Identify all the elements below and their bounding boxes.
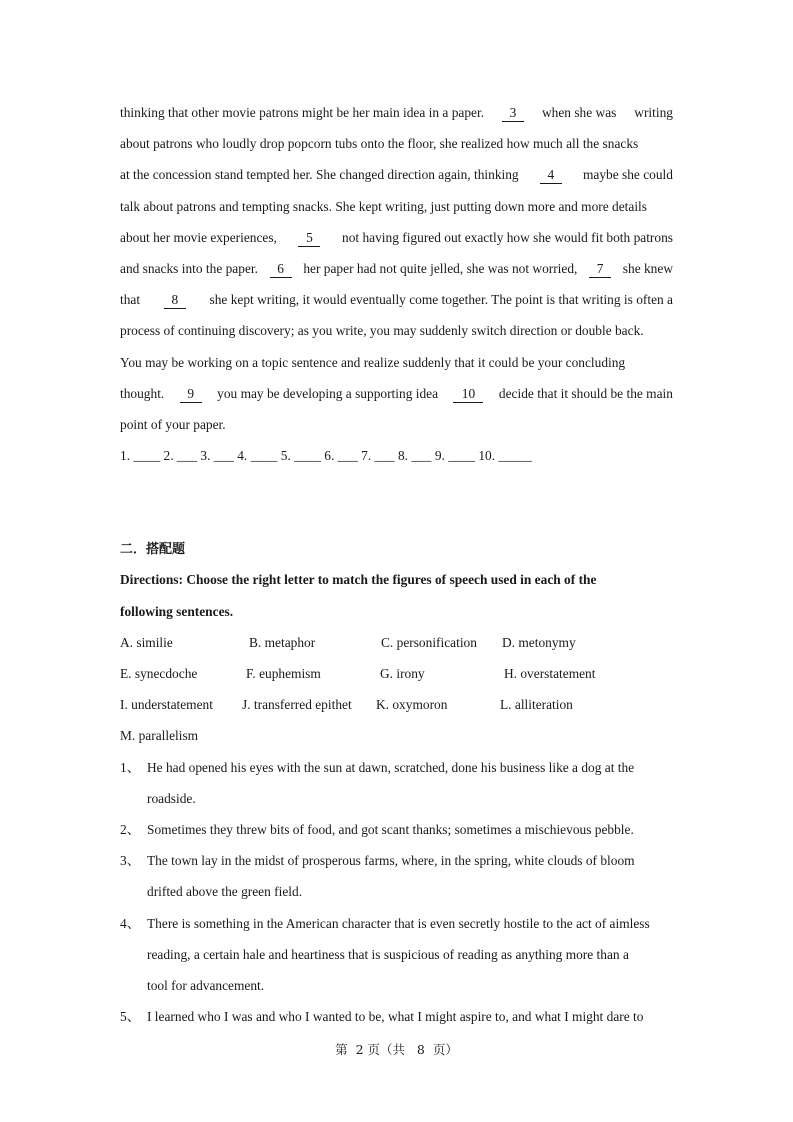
option-h: H. overstatement [504, 666, 596, 681]
option-j: J. transferred epithet [242, 697, 352, 713]
passage-text: she kept writing, it would eventually come together. The point is that writing is often a [209, 292, 673, 308]
answer-7[interactable]: 7. ___ [361, 448, 395, 464]
blank-8: 8 [164, 292, 186, 309]
item-3-line-1 [120, 848, 673, 879]
item-number: 1、 [120, 759, 141, 775]
item-text: Sometimes they threw bits of food, and got scant thanks; sometimes a mischievous pebble. [147, 821, 634, 837]
passage-text: point of your paper. [120, 416, 226, 432]
passage-text: that [120, 292, 141, 308]
section-title: 二．搭配题 [120, 542, 186, 558]
passage-line-1 [120, 100, 673, 131]
passage-line-6 [120, 256, 673, 287]
passage-text: her paper had not quite jelled, she was not worried, [303, 260, 578, 276]
page-footer: 第 2 页（共 8 页） [335, 1042, 458, 1057]
passage-line-7 [120, 287, 673, 318]
item-4-line-1 [120, 911, 673, 942]
passage-text: talk about patrons and tempting snacks. She kept writing, just putting down more and more details [120, 198, 647, 214]
item-text: The town lay in the midst of prosperous farms, where, in the spring, white clouds of bloom [147, 853, 635, 869]
blank-4: 4 [540, 167, 562, 184]
answer-6[interactable]: 6. ___ [324, 448, 358, 464]
answer-blanks [120, 443, 673, 474]
page-content [120, 100, 673, 1035]
answer-8[interactable]: 8. ___ [397, 448, 432, 464]
item-1-line-2: roadside. [147, 790, 196, 806]
blank-5: 5 [298, 230, 320, 247]
passage-text: maybe she could [582, 167, 673, 183]
answer-9[interactable]: 9. ____ [434, 448, 475, 464]
directions-line-2: following sentences. [120, 603, 234, 619]
answer-2[interactable]: 2. ___ [163, 448, 198, 464]
passage-line-4 [120, 194, 673, 225]
passage-text: You may be working on a topic sentence and realize suddenly that it could be your concluding [120, 354, 626, 370]
item-number: 4、 [120, 915, 141, 931]
passage-line-5 [120, 225, 673, 256]
option-d: D. metonymy [502, 634, 576, 650]
item-1-line-1 [120, 755, 673, 786]
answer-10[interactable]: 10. _____ [478, 448, 532, 464]
option-l: L. alliteration [500, 697, 573, 713]
option-m: M. parallelism [120, 728, 199, 744]
passage-line-2 [120, 131, 673, 162]
blank-7: 7 [589, 261, 611, 278]
options-row-2 [120, 661, 673, 692]
passage-line-8 [120, 318, 673, 349]
option-g: G. irony [380, 666, 425, 681]
item-2-line-1 [120, 817, 673, 848]
item-text: He had opened his eyes with the sun at dawn, scratched, done his business like a dog at the [147, 759, 635, 775]
passage-text: she knew [622, 260, 673, 276]
item-4-line-2: reading, a certain hale and heartiness that is suspicious of reading as anything more than a [147, 946, 629, 962]
blank-10: 10 [453, 386, 483, 403]
passage-text: process of continuing discovery; as you write, you may suddenly switch direction or double back. [120, 323, 644, 339]
passage-line-3 [120, 162, 673, 193]
passage-text: thought. [120, 385, 165, 401]
option-a: A. similie [120, 634, 173, 650]
option-e: E. synecdoche [120, 666, 198, 681]
passage-text: about patrons who loudly drop popcorn tubs onto the floor, she realized how much all the snacks [120, 136, 639, 152]
item-number: 5、 [120, 1009, 141, 1025]
item-3-line-2: drifted above the green field. [147, 884, 303, 900]
options-row-1 [120, 630, 673, 661]
item-4-line-3: tool for advancement. [147, 977, 265, 993]
options-row-4 [120, 723, 673, 754]
option-k: K. oxymoron [376, 697, 448, 713]
option-c: C. personification [381, 634, 477, 650]
option-i: I. understatement [120, 697, 213, 713]
option-f: F. euphemism [246, 666, 321, 681]
blank-9: 9 [180, 386, 202, 403]
directions-line-1: Directions: Choose the right letter to match the figures of speech used in each of the [120, 572, 597, 588]
passage-text: at the concession stand tempted her. She changed direction again, thinking [120, 167, 519, 183]
item-5-line-1 [120, 1004, 673, 1035]
option-b: B. metaphor [249, 634, 316, 650]
passage-line-10 [120, 381, 673, 412]
passage-text: when she was [541, 105, 617, 120]
passage-text: decide that it should be the main [498, 385, 673, 401]
passage-text: you may be developing a supporting idea [217, 385, 439, 401]
passage-line-11 [120, 412, 673, 443]
answer-1[interactable]: 1. ____ [120, 448, 161, 464]
options-row-3 [120, 692, 673, 723]
blank-3: 3 [502, 105, 524, 122]
passage-text: and snacks into the paper. [120, 260, 258, 276]
item-text: I learned who I was and who I wanted to be, what I might aspire to, and what I might dare to [147, 1009, 644, 1025]
answer-4[interactable]: 4. ____ [237, 448, 278, 464]
passage-text: thinking that other movie patrons might be her main idea in a paper. [120, 105, 485, 120]
blank-6: 6 [270, 261, 292, 278]
passage-text: writing [634, 105, 673, 120]
passage-text: about her movie experiences, [120, 229, 277, 245]
answer-3[interactable]: 3. ___ [200, 448, 234, 464]
passage-line-9 [120, 350, 673, 381]
passage-text: not having figured out exactly how she would fit both patrons [342, 229, 673, 245]
item-number: 3、 [120, 853, 141, 869]
item-text: There is something in the American character that is even secretly hostile to the act of aimless [147, 915, 650, 931]
answer-5[interactable]: 5. ____ [280, 448, 321, 464]
item-number: 2、 [120, 821, 141, 837]
